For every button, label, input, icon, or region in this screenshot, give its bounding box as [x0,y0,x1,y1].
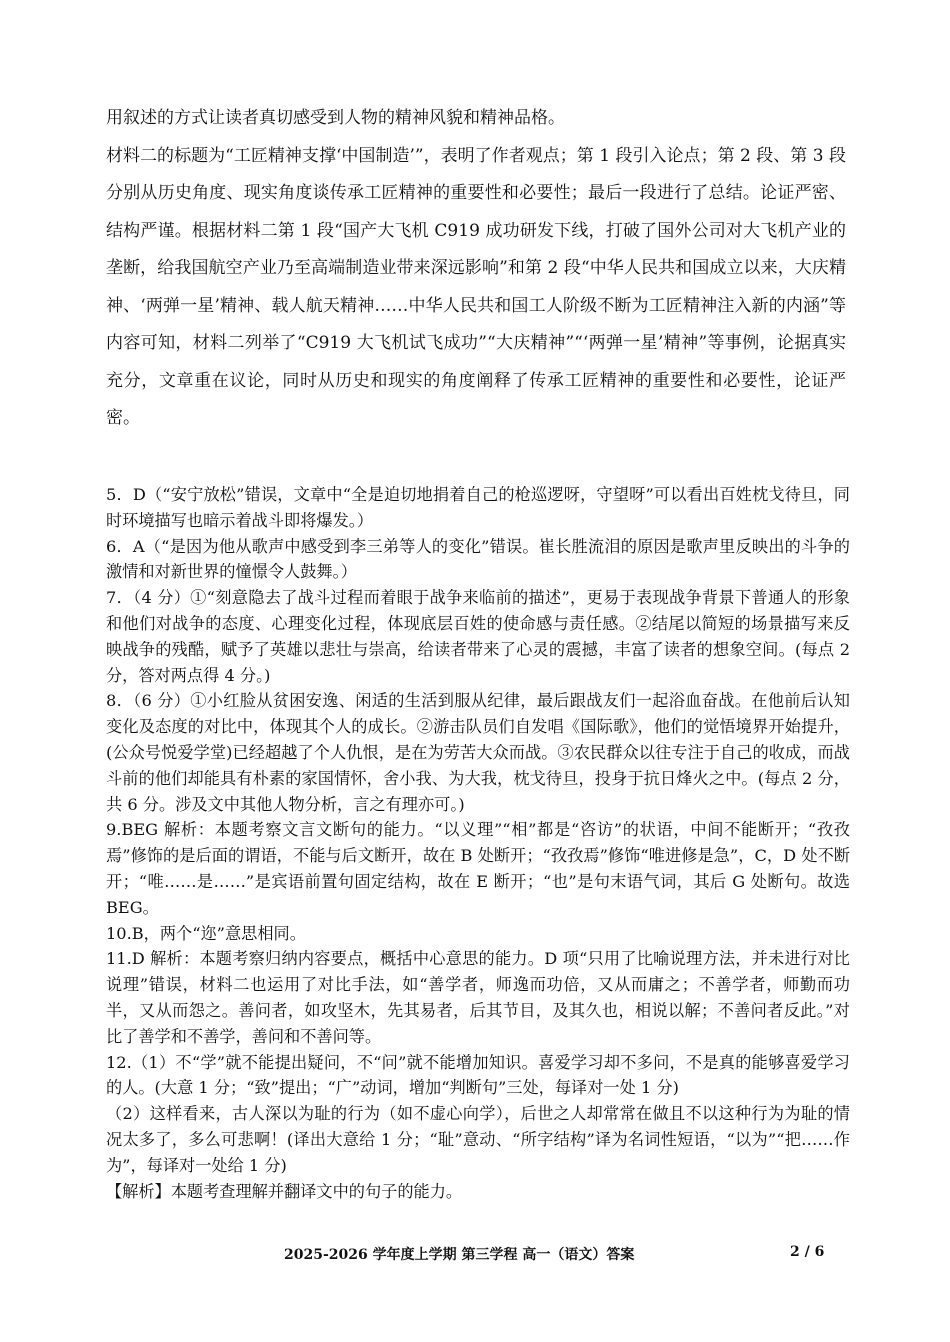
paragraph: 材料二的标题为“工匠精神支撑‘中国制造’”，表明了作者观点；第 1 段引入论点；第 2 段、第 3 段分别从历史角度、现实角度谈传承工匠精神的重要性和必要性；最后一段进行了总结。论证严密、结构严谨。根据材料二第 1 段“国产大飞机 C919 成功研发下线，打破了国外公司对大飞机产业的垄断，给我国航空产业乃至高端制造业带来深远影响”和第 2 段“中华人民共和国成立以来，大庆精神、‘两弹一星’精神、载人航天精神……中华人民共和国工人阶级不断为工匠精神注入新的内涵”等内容可知，材料二列举了“C919 大飞机试飞成功”“大庆精神”“‘两弹一星’精神”等事例，论据真实充分，文章重在议论，同时从历史和现实的角度阐释了传承工匠精神的重要性和必要性，论证严密。 [106,145,846,428]
answer-11: 11.D 解析：本题考察归纳内容要点，概括中心意思的能力。D 项“只用了比喻说理方法，并未进行对比说理”错误，材料二也运用了对比手法，如“善学者，师逸而功倍，又从而庸之；不善学者，师勤而功半，又从而怨之。善问者，如攻坚木，先其易者，后其节目，及其久也，相说以解；不善问者反此。”对比了善学和不善学，善问和不善问等。 [106,949,850,1046]
footer-title: 2025-2026 学年度上学期 第三学程 高一（语文）答案 [284,1247,635,1263]
answer-block-questions [106,482,850,1204]
answer-12-2: （2）这样看来，古人深以为耻的行为（如不虚心向学），后世之人却常常在做且不以这种行为为耻的情况太多了，多么可悲啊！(译出大意给 1 分；“耻”意动、“所字结构”译为名词性短语，“以为”“把……作为”，每译对一处给 1 分) [106,1104,850,1175]
answer-8: 8．（6 分）①小红脸从贫困安逸、闲适的生活到服从纪律，最后跟战友们一起浴血奋战。在他前后认知变化及态度的对比中，体现其个人的成长。②游击队员们自发唱《国际歌》，他们的觉悟境界开始提升，(公众号悦爱学堂)已经超越了个人仇恨，是在为劳苦大众而战。③农民群众以往专注于自己的收成，而战斗前的他们却能具有朴素的家国情怀，舍小我、为大我，枕戈待旦，投身于抗日烽火之中。(每点 2 分，共 6 分。涉及文中其他人物分析，言之有理亦可。) [106,691,850,814]
answer-9: 9.BEG 解析：本题考察文言文断句的能力。“以义理”“相”都是“咨访”的状语，中间不能断开；“孜孜焉”修饰的是后面的谓语，不能与后文断开，故在 B 处断开；“孜孜焉”修饰“唯进修是急”，C，D 处不断开；“唯……是……”是宾语前置句固定结构，故在 E 断开；“也”是句末语气词，其后 G 处断句。故选 BEG。 [106,820,850,917]
page-footer [0,1244,950,1268]
paragraph: 用叙述的方式让读者真切感受到人物的精神风貌和精神品格。 [106,108,565,128]
answer-5: 5．D（“安宁放松”错误，文章中“全是迫切地捐着自己的枪巡逻呀，守望呀”可以看出百姓枕戈待旦，同时环境描写也暗示着战斗即将爆发。） [106,485,850,530]
answer-block-material [106,100,846,438]
answer-6: 6．A（“是因为他从歌声中感受到李三弟等人的变化”错误。崔长胜流泪的原因是歌声里反映出的斗争的激情和对新世界的憧憬令人鼓舞。） [106,536,850,582]
page-number: 2 / 6 [790,1244,825,1260]
answer-12-1: 12.（1）不“学”就不能提出疑问，不“问”就不能增加知识。喜爱学习却不多问，不是真的能够喜爱学习的人。(大意 1 分；“致”提出；“广”动词，增加“判断句”三处，每译对一处 1 分) [106,1052,850,1098]
answer-7: 7．（4 分）①“刻意隐去了战斗过程而着眼于战争来临前的描述”，更易于表现战争背景下普通人的形象和他们对战争的态度、心理变化过程，体现底层百姓的使命感与责任感。②结尾以简短的场景描写来反映战争的残酷，赋予了英雄以悲壮与崇高，给读者带来了心灵的震撼，丰富了读者的想象空间。(每点 2 分，答对两点得 4 分。) [106,588,850,685]
answer-12-analysis: 【解析】本题考查理解并翻译文中的句子的能力。 [106,1181,463,1201]
answer-10: 10.B，两个“迩”意思相同。 [106,923,306,943]
